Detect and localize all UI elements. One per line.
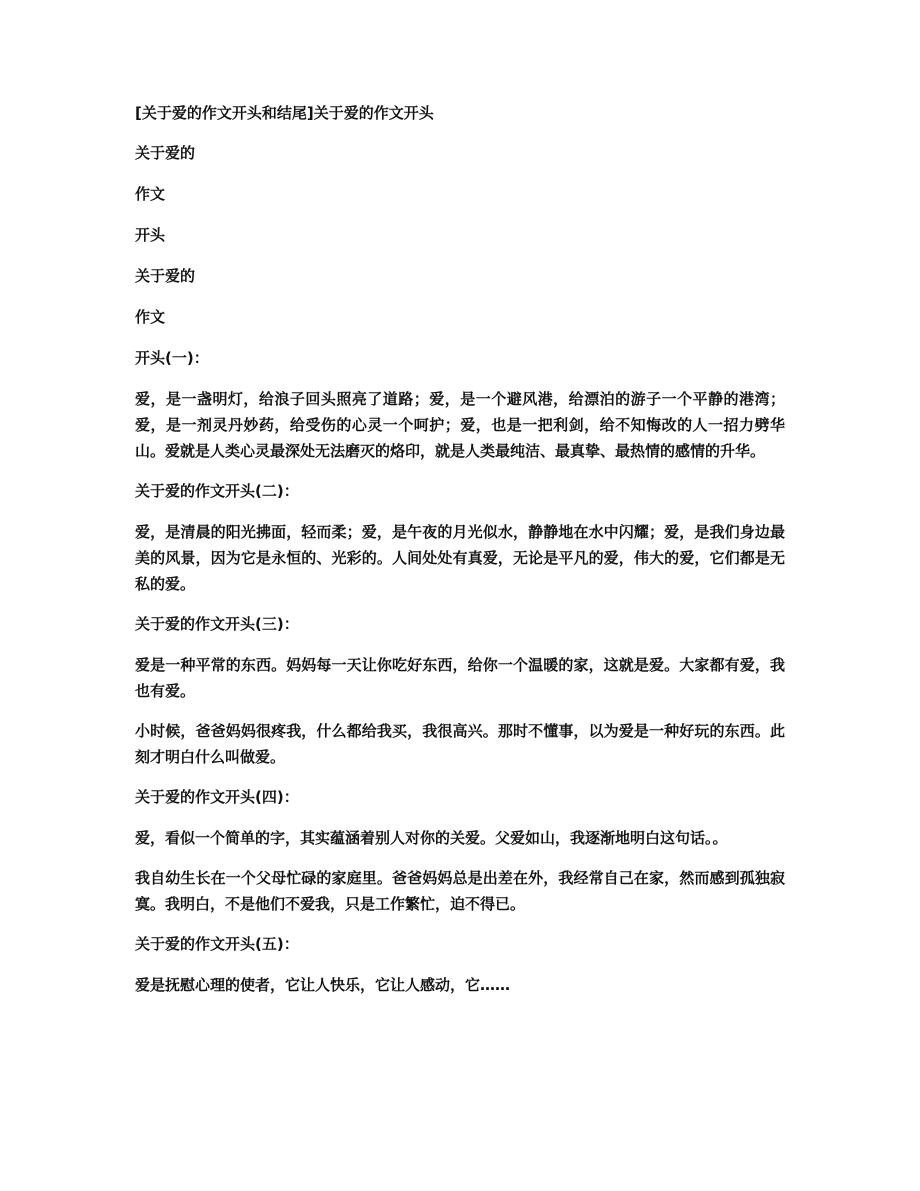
paragraph: 爱，看似一个简单的字，其实蕴涵着别人对你的关爱。父爱如山，我逐渐地明白这句话。。 bbox=[135, 829, 728, 847]
paragraph: 开头 bbox=[135, 226, 166, 244]
paragraph: 作文 bbox=[135, 308, 166, 326]
section-heading: 关于爱的作文开头(二)： bbox=[135, 482, 299, 500]
paragraph: 关于爱的 bbox=[135, 144, 196, 162]
section-heading: 开头(一)： bbox=[135, 349, 209, 367]
paragraph: 爱，是清晨的阳光拂面，轻而柔；爱，是午夜的月光似水，静静地在水中闪耀；爱，是我们身边最美的风景，因为它是永恒的、光彩的。人间处处有真爱，无论是平凡的爱，伟大的爱，它们都是无私的爱。 bbox=[135, 523, 785, 593]
paragraph: 关于爱的 bbox=[135, 267, 196, 285]
paragraph: 爱，是一盏明灯，给浪子回头照亮了道路；爱，是一个避风港，给漂泊的游子一个平静的港湾；爱，是一剂灵丹妙药，给受伤的心灵一个呵护；爱，也是一把利剑，给不知悔改的人一招力劈华山。爱就是人类心灵最深处无法磨灭的烙印，就是人类最纯洁、最真挚、最热情的感情的升华。 bbox=[135, 390, 785, 460]
paragraph: 爱是一种平常的东西。妈妈每一天让你吃好东西，给你一个温暖的家，这就是爱。大家都有爱，我也有爱。 bbox=[135, 656, 785, 700]
paragraph: 作文 bbox=[135, 185, 166, 203]
paragraph: 我自幼生长在一个父母忙碌的家庭里。爸爸妈妈总是出差在外，我经常自己在家，然而感到孤独寂寞。我明白，不是他们不爱我，只是工作繁忙，迫不得已。 bbox=[135, 869, 785, 913]
section-heading: 关于爱的作文开头(三)： bbox=[135, 615, 299, 633]
section-heading: 关于爱的作文开头(四)： bbox=[135, 788, 299, 806]
document-page bbox=[135, 100, 785, 1012]
paragraph: 小时候，爸爸妈妈很疼我，什么都给我买，我很高兴。那时不懂事，以为爱是一种好玩的东西。此刻才明白什么叫做爱。 bbox=[135, 722, 785, 766]
document-title: [关于爱的作文开头和结尾]关于爱的作文开头 bbox=[135, 104, 434, 122]
paragraph: 爱是抚慰心理的使者，它让人快乐，它让人感动，它…… bbox=[135, 976, 511, 994]
section-heading: 关于爱的作文开头(五)： bbox=[135, 935, 299, 953]
